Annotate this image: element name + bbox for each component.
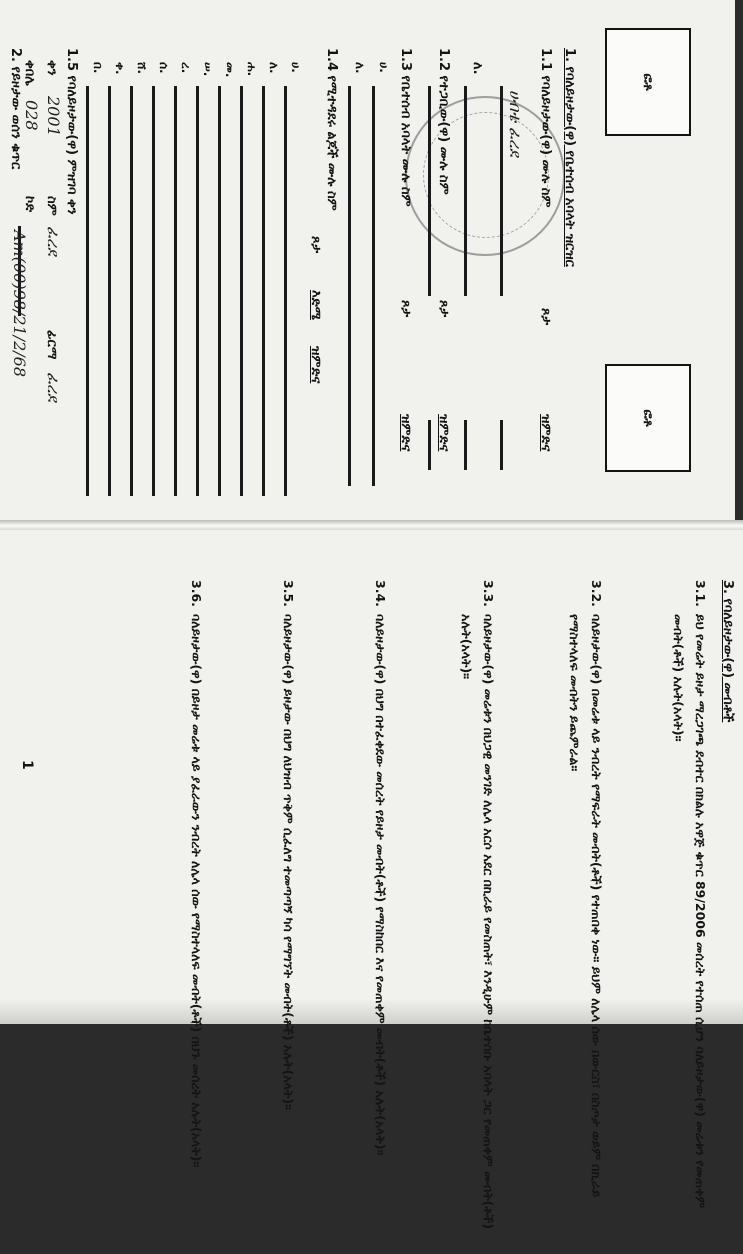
row-1-4-item: ሐ. xyxy=(245,62,259,77)
row-1-4-item: ሰ. xyxy=(157,62,171,74)
row-1-4-line xyxy=(196,86,199,496)
kebele-value: 028 xyxy=(22,100,41,131)
paragraph-number: 3.1. xyxy=(693,580,708,607)
paragraph-text: ባለይዞታው(ዋ) በይዞታ መሬቱ ላይ ያፈራውን ንብረት ለሌላ ሰው የማስተላለፍ መብት(ቶች) በህጉ መሰረት አሉት(አላት)። xyxy=(189,614,204,1168)
field-1-4-label: 1.4 የሚተዳደሩ ልጆች ሙሉ ስም xyxy=(324,48,339,211)
field-1-3-gender-col: ጾታ xyxy=(398,300,413,318)
photo-box-2 xyxy=(605,364,691,472)
row-1-4-item: ቀ. xyxy=(113,62,127,75)
row-1-4-line xyxy=(108,86,111,496)
row-1-4-line xyxy=(284,86,287,496)
field-1-3-relation-col: ዝምድና xyxy=(398,414,413,452)
field-1-5-label: 1.5 የባለይዞታው(ዋ) ምዝገባ ቀን xyxy=(64,48,79,215)
section2-label: 2. የይዞታው ወሰን ቁጥር xyxy=(8,48,23,170)
registrar-name-value: ፈረደ xyxy=(44,226,63,256)
holder-name-line xyxy=(500,86,503,296)
field-1-5-kebele-label: ቀበሌ xyxy=(22,60,37,86)
registrar-signature-value: ፈረደ xyxy=(44,372,63,402)
field-1-4-gender-col: ጾታ xyxy=(308,236,323,254)
photo-box-1 xyxy=(605,28,691,136)
field-1-4-relation-col: ዝምድና xyxy=(308,346,323,384)
section1-heading: 1. የባለይዞታው(ዋ) የቤተሰብ አባላት ዝርዝር xyxy=(562,48,577,267)
field-1-5-name-label: ስም xyxy=(44,196,59,216)
field-1-5-code-label: ኮድ xyxy=(22,196,37,213)
field-a-line xyxy=(464,86,467,296)
paragraph-number: 3.6. xyxy=(189,580,204,607)
field-1-2-relation-line xyxy=(428,420,431,470)
form-page xyxy=(0,0,743,520)
field-1-4-age-col: እድሜ xyxy=(308,290,323,320)
field-1-2-label: 1.2 የተጋቢው(ዋ) ሙሉ ስም xyxy=(436,48,451,195)
registration-date-value: 2001 xyxy=(44,96,63,137)
paragraph-number: 3.4. xyxy=(373,580,388,607)
field-1-2-gender-col: ጾታ xyxy=(436,300,451,318)
paragraph-text: ባለይዞታው(ዋ) በህግ በተፈቀደው መሰረት የይዞታ መብት(ቶች) የማስከበር እና የመጠቀም መብት(ቶች) አሉት(አላት)። xyxy=(373,614,388,1156)
field-1-3-label: 1.3 የቤተሰብ አባላት ሙሉ ስም xyxy=(398,48,413,207)
row-1-4-item: በ. xyxy=(91,62,105,74)
row-1-4-line xyxy=(174,86,177,496)
photo-label-2: ፎቶ xyxy=(640,409,656,427)
row-1-4-line xyxy=(262,86,265,496)
page-number: 1 xyxy=(19,760,35,770)
paragraph-text: ባለይዞታው(ዋ) ይዞታው በህግ ለህዝብ ጥቅም ሲፈለግ ተመጣጣኝ ካሳ የማግኘት መብት(ቶች) አሉት(አላት)። xyxy=(281,614,296,1110)
field-1-1-label: 1.1 የባለይዞታው(ዋ) ሙሉ ስም xyxy=(538,48,553,208)
paragraph-text: ባለይዞታው(ዋ) በመሬቱ ላይ ንብረት የማፍራት መብት(ቶች) የተጠበቀ ነው። ይህም ለሌላ ሰው በውርስ፣ በስጦታ ወይም በኪራይ የማስተላለፍ መብትን ይጨምራል። xyxy=(567,614,604,1198)
paragraph-number: 3.3. xyxy=(481,580,496,607)
row-1-4-line xyxy=(218,86,221,496)
row-1-4-item: ሠ. xyxy=(201,62,215,77)
paragraph-text: ይህ የመሬት ይዞታ ማረጋገጫ ደብተር በክልሉ አዋጅ ቁጥር 89/2006 መሰረት የተሰጠ ሲሆን ባለይዞታው(ዋ) መሬቱን የመጠቀም መብት(ቶች) አሉት(አላት)። xyxy=(671,614,708,1209)
section3-heading: 3. የባለይዞታው(ዋ) መብቶች xyxy=(720,580,735,723)
row-1-4-item: ረ. xyxy=(179,62,193,74)
row-1-4-line xyxy=(130,86,133,496)
row-1-4-item: ለ. xyxy=(267,62,281,74)
field-a-label: ለ. xyxy=(470,62,485,75)
paragraph-text: ባለይዞታው(ዋ) መሬቱን በህጋዊ መንገድ ለሌላ አርሶ አደር በኪራይ የመስጠት፣ እንዲሁም ከቤተሰቡ አባላት ጋር የመጠቀም መብት(ቶች) አሉት(አላት)። xyxy=(459,614,496,1230)
row-1-4-item: ሸ. xyxy=(135,62,149,75)
holder-relation-line xyxy=(500,420,503,470)
row-1-3-b: ለ. xyxy=(353,62,367,74)
parcel-number-value: Am(00)98/21/2/68 xyxy=(10,230,29,377)
paragraph-number: 3.5. xyxy=(281,580,296,607)
field-a-relation-line xyxy=(464,420,467,470)
rights-page xyxy=(0,532,743,1230)
field-1-2-line xyxy=(428,86,431,296)
field-1-5-date-label: ቀን xyxy=(44,60,59,76)
row-1-4-item: መ. xyxy=(223,62,237,78)
field-1-1-relation-col: ዝምድና xyxy=(538,414,553,452)
field-1-5-signature-label: ፊርማ xyxy=(44,330,59,360)
row-1-4-line xyxy=(152,86,155,496)
paragraph-number: 3.2. xyxy=(589,580,604,607)
row-1-4-line xyxy=(240,86,243,496)
row-1-3-a-line xyxy=(372,86,375,486)
row-1-3-b-line xyxy=(348,86,351,486)
field-1-2-relation-col: ዝምድና xyxy=(436,414,451,452)
holder-name-handwritten: ሀብቴ ፈረደ xyxy=(506,90,525,157)
row-1-4-line xyxy=(86,86,89,496)
row-1-3-a: ሀ. xyxy=(377,62,391,73)
row-1-4-item: ሀ. xyxy=(289,62,303,73)
field-1-1-gender-col: ጾታ xyxy=(538,308,553,326)
photo-label-1: ፎቶ xyxy=(640,73,656,91)
